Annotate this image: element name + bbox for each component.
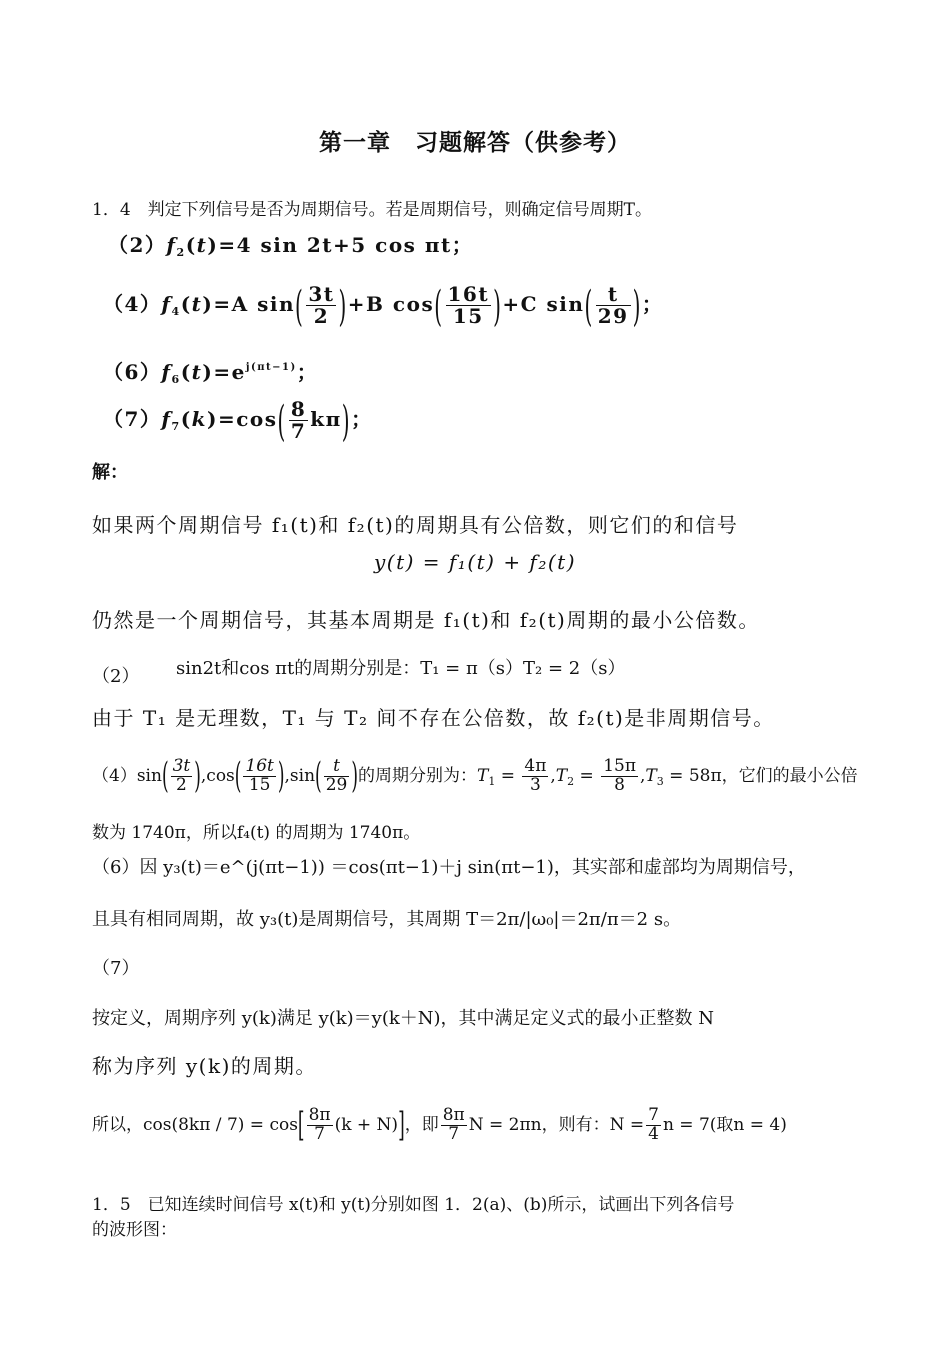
problem-f6: $(6)f_6(t)=e^{j(\pi t-1)}$； (103, 360, 319, 386)
part7-label: （7） (92, 958, 140, 979)
part4-periods: （4）sin( $\frac{3t}{2}$ ),cos( $\frac{16t}{15}$ ),sin( $\frac{t}{29}$ )的周期分别为：$T_1$ = $\frac{4\pi}{3}$ $,T_2$ = $\frac{15\pi}{8}$ $,T_3 = 58\pi$，它们的最小公倍 (92, 755, 858, 798)
problem-f2: $(2)f_2(t)=4$ sin 2t+5 cos πt； (108, 233, 474, 259)
part6-line-1: （6）因 y₃(t)＝e^(j(πt−1)) ＝cos(πt−1)＋j sin(πt−1)，其实部和虚部均为周期信号， (92, 857, 806, 878)
page-title: 第一章 习题解答（供参考） (319, 129, 631, 156)
solution-paragraph-2: 仍然是一个周期信号，其基本周期是 f₁(t)和 f₂(t)周期的最小公倍数。 (92, 608, 760, 632)
part2-periods: sin2t和cos πt的周期分别是：T₁ = π（s）T₂ = 2（s） (176, 658, 626, 679)
part4-conclusion: 数为 1740π，所以f₄(t) 的周期为 1740π。 (92, 823, 421, 843)
solution-sum-formula: y(t) = f₁(t) + f₂(t) (373, 550, 576, 574)
solution-heading: 解： (92, 462, 128, 483)
part7-line-2: 称为序列 y(k)的周期。 (92, 1054, 317, 1078)
problem-f4: $(4)f_4(t)=A$ sin( $\frac{3t}{2}$ )+B cos( $\frac{16t}{15}$ )+C sin( $\frac{t}{29}$ )； (103, 280, 664, 331)
problem-1-4-statement: 1．4 判定下列信号是否为周期信号。若是周期信号，则确定信号周期T。 (92, 200, 652, 220)
problem-1-5-line-2: 的波形图： (92, 1220, 177, 1240)
part2-conclusion: 由于 T₁ 是无理数，T₁ 与 T₂ 间不存在公倍数，故 f₂(t)是非周期信号。 (92, 706, 775, 730)
problem-f7: $(7)f_7(k)=\cos$( $\frac{8}{7}$ kπ)； (103, 395, 373, 446)
part7-calculation: 所以，cos(8kπ / 7) = cos[ $\frac{8\pi}{7}$ (k + N)]，即 $\frac{8\pi}{7}$ N = 2πn，则有：N = $\frac{7}{4}$ n = 7(取n = 4) (92, 1105, 787, 1146)
problem-1-5-line-1: 1．5 已知连续时间信号 x(t)和 y(t)分别如图 1．2(a)、(b)所示，试画出下列各信号 (92, 1195, 735, 1215)
part7-line-1: 按定义，周期序列 y(k)满足 y(k)＝y(k＋N)，其中满足定义式的最小正整数 N (92, 1008, 715, 1029)
part2-label: （2） (92, 666, 140, 687)
part6-line-2: 且具有相同周期，故 y₃(t)是周期信号，其周期 T＝2π/|ω₀|＝2π/π＝2 s。 (92, 909, 682, 930)
solution-paragraph-1: 如果两个周期信号 f₁(t)和 f₂(t)的周期具有公倍数，则它们的和信号 (92, 513, 739, 537)
